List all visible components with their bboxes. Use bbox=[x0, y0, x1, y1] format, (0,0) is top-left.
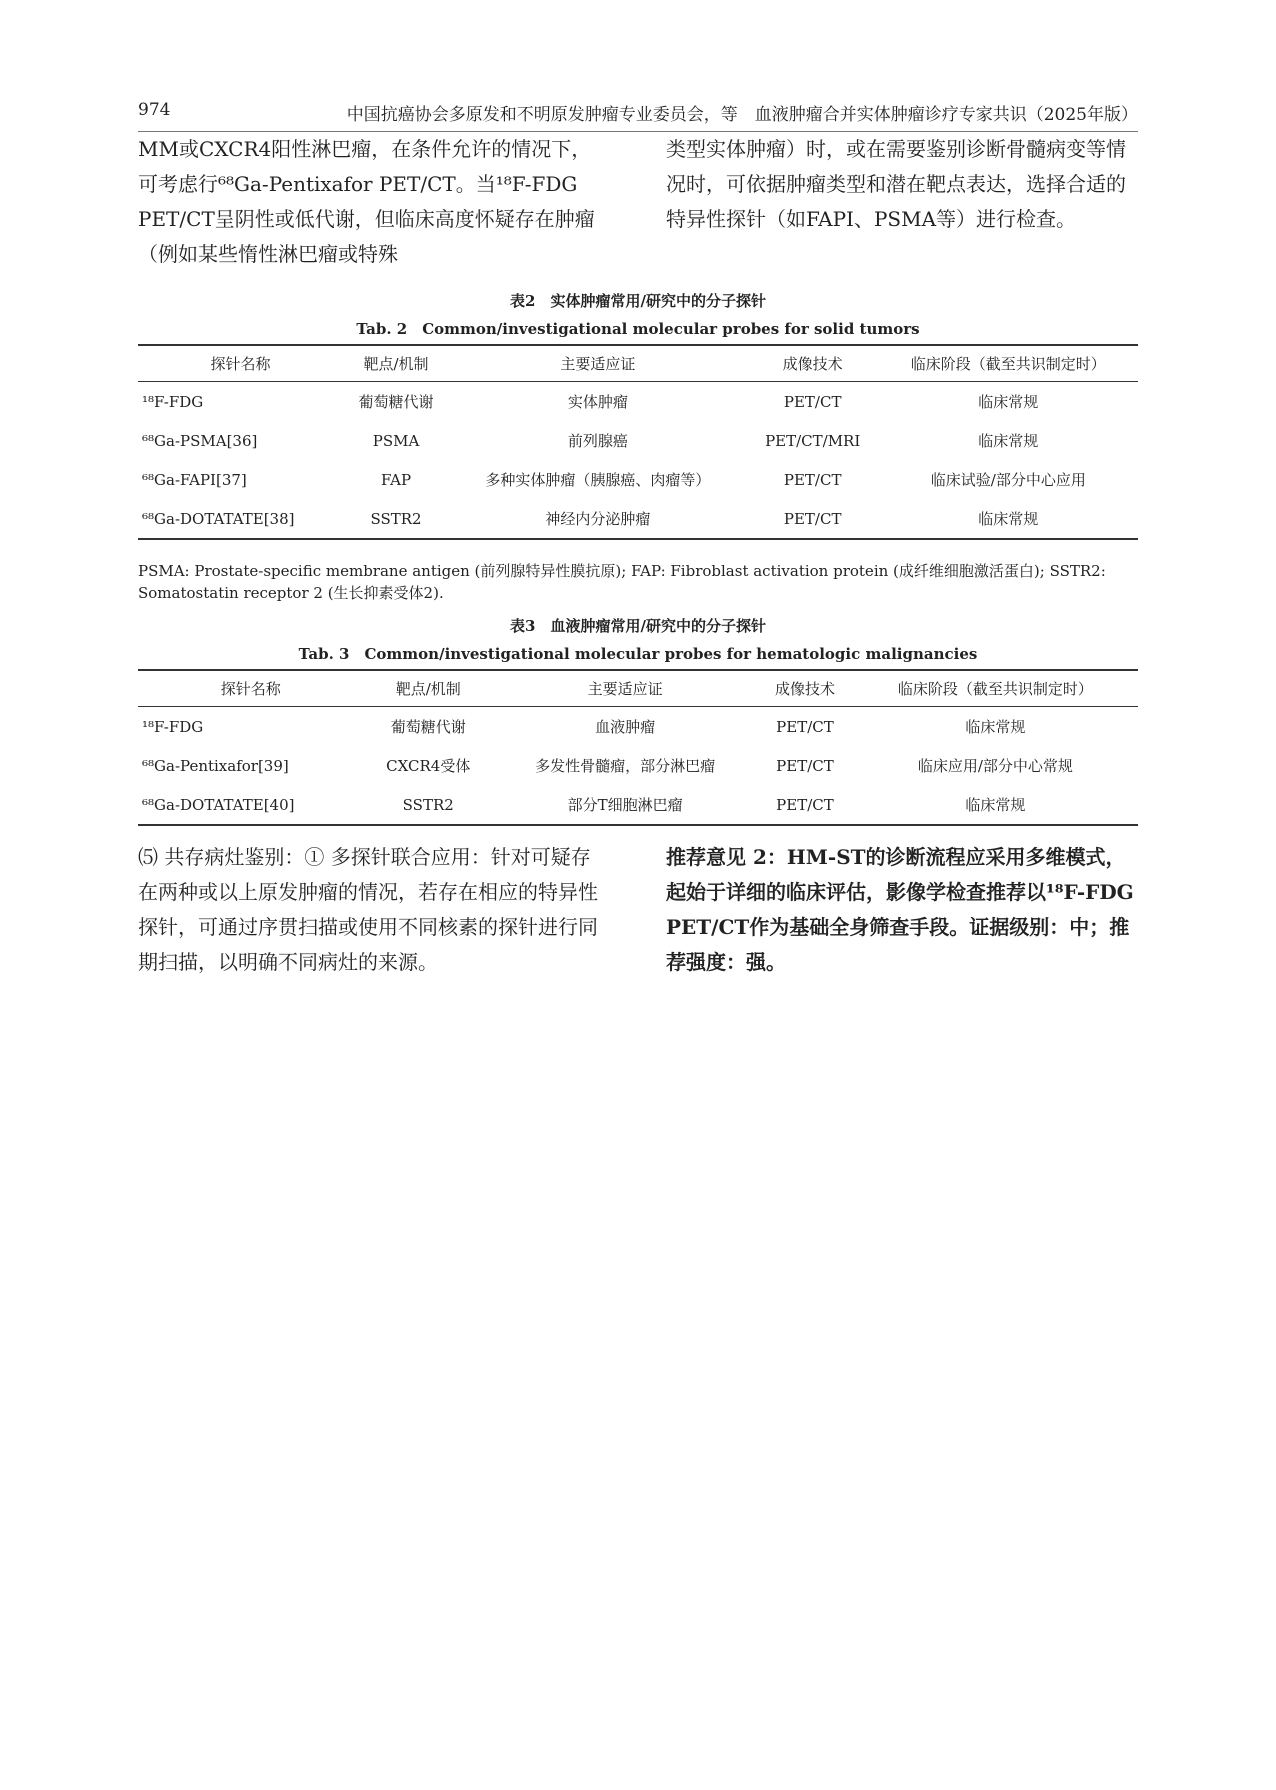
table-cell: FAP bbox=[381, 470, 412, 489]
bottom-right-text: 推荐意见 2：HM-ST的诊断流程应采用多维模式，起始于详细的临床评估，影像学检查推荐以¹⁸F-FDG PET/CT作为基础全身筛查手段。证据级别：中；推荐强度：强。 bbox=[666, 845, 1134, 974]
top-left-text: MM或CXCR4阳性淋巴瘤，在条件允许的情况下，可考虑行⁶⁸Ga-Pentixafor PET/CT。当¹⁸F-FDG PET/CT呈阴性或低代谢，但临床高度怀疑存在肿瘤（例如某些惰性淋巴瘤或特殊 bbox=[138, 137, 595, 266]
table-cell: ⁶⁸Ga-PSMA[36] bbox=[142, 431, 258, 450]
table2 bbox=[138, 344, 1138, 540]
bottom-columns bbox=[138, 840, 1138, 980]
column-header: 临床阶段（截至共识制定时） bbox=[853, 670, 1138, 707]
table-cell: ⁶⁸Ga-DOTATATE[40] bbox=[142, 795, 295, 814]
top-right-text: 类型实体肿瘤）时，或在需要鉴别诊断骨髓病变等情况时，可依据肿瘤类型和潜在靶点表达，选择合适的特异性探针（如FAPI、PSMA等）进行检查。 bbox=[666, 137, 1126, 231]
table-cell: 多种实体肿瘤（胰腺癌、肉瘤等） bbox=[485, 471, 711, 489]
table-cell: 多发性骨髓瘤，部分淋巴瘤 bbox=[535, 757, 716, 775]
table-cell: 葡萄糖代谢 bbox=[358, 393, 434, 411]
table-cell: 血液肿瘤 bbox=[595, 718, 656, 736]
column-header: 临床阶段（截至共识制定时） bbox=[879, 345, 1138, 382]
column-header: 主要适应证 bbox=[493, 670, 757, 707]
column-header: 探针名称 bbox=[138, 345, 343, 382]
table-cell: 临床常规 bbox=[978, 432, 1039, 450]
table2-caption-cn: 表2 实体肿瘤常用/研究中的分子探针 bbox=[510, 292, 766, 310]
table-cell: ⁶⁸Ga-DOTATATE[38] bbox=[142, 509, 295, 528]
column-header: 探针名称 bbox=[138, 670, 363, 707]
table-cell: 实体肿瘤 bbox=[567, 393, 628, 411]
table-cell: PET/CT bbox=[776, 756, 834, 775]
table2-note: PSMA: Prostate-specific membrane antigen (前列腺特异性膜抗原); FAP: Fibroblast activation protein (成纤维细胞激活蛋白); SSTR2: Somatostatin receptor 2 (生长抑素受体2). bbox=[138, 562, 1106, 602]
table3-body bbox=[138, 707, 1138, 826]
column-header: 成像技术 bbox=[757, 670, 853, 707]
table-cell: PET/CT bbox=[783, 392, 842, 411]
table-cell: 葡萄糖代谢 bbox=[390, 718, 466, 736]
column-header: 主要适应证 bbox=[449, 345, 747, 382]
running-header bbox=[138, 100, 1138, 132]
table-cell: ⁶⁸Ga-FAPI[37] bbox=[142, 470, 247, 489]
table-cell: ¹⁸F-FDG bbox=[142, 717, 204, 736]
table-cell: 临床试验/部分中心应用 bbox=[930, 471, 1086, 489]
table3 bbox=[138, 669, 1138, 826]
column-header: 靶点/机制 bbox=[343, 345, 449, 382]
table-cell: 临床常规 bbox=[978, 393, 1039, 411]
table-cell: PET/CT bbox=[776, 795, 834, 814]
table-cell: 临床常规 bbox=[965, 796, 1026, 814]
table3-header bbox=[138, 670, 1138, 707]
table-cell: PSMA bbox=[372, 431, 420, 450]
table2-header bbox=[138, 345, 1138, 382]
table-cell: SSTR2 bbox=[370, 509, 422, 528]
table-cell: PET/CT bbox=[783, 509, 842, 528]
running-title: 中国抗癌协会多原发和不明原发肿瘤专业委员会，等 血液肿瘤合并实体肿瘤诊疗专家共识（2025年版） bbox=[346, 105, 1138, 125]
table-cell: 临床常规 bbox=[978, 510, 1039, 528]
table-row bbox=[138, 460, 1138, 499]
table-cell: 前列腺癌 bbox=[567, 432, 628, 450]
table-cell: SSTR2 bbox=[402, 795, 454, 814]
table-cell: ⁶⁸Ga-Pentixafor[39] bbox=[142, 756, 289, 775]
table-row bbox=[138, 421, 1138, 460]
table-cell: 临床常规 bbox=[965, 718, 1026, 736]
table-cell: 部分T细胞淋巴瘤 bbox=[567, 796, 683, 814]
table-row bbox=[138, 499, 1138, 539]
column-header: 成像技术 bbox=[747, 345, 879, 382]
table2-caption-en: Tab. 2 Common/investigational molecular probes for solid tumors bbox=[356, 320, 920, 338]
column-header: 靶点/机制 bbox=[363, 670, 493, 707]
table-row bbox=[138, 746, 1138, 785]
table-cell: 神经内分泌肿瘤 bbox=[545, 510, 651, 528]
table-cell: PET/CT bbox=[776, 717, 834, 736]
table-row bbox=[138, 707, 1138, 747]
table3-caption-cn: 表3 血液肿瘤常用/研究中的分子探针 bbox=[510, 617, 766, 635]
table-cell: ¹⁸F-FDG bbox=[142, 392, 204, 411]
table-cell: CXCR4受体 bbox=[386, 757, 471, 775]
page-number: 974 bbox=[138, 100, 171, 120]
table3-caption-en: Tab. 3 Common/investigational molecular probes for hematologic malignancies bbox=[298, 645, 978, 663]
top-columns bbox=[138, 132, 1138, 272]
table-cell: PET/CT/MRI bbox=[765, 431, 861, 450]
table-row bbox=[138, 382, 1138, 422]
table-cell: PET/CT bbox=[783, 470, 842, 489]
bottom-left-text: ⑸ 共存病灶鉴别：① 多探针联合应用：针对可疑存在两种或以上原发肿瘤的情况，若存在相应的特异性探针，可通过序贯扫描或使用不同核素的探针进行同期扫描，以明确不同病灶的来源。 bbox=[138, 845, 598, 974]
table-row bbox=[138, 785, 1138, 825]
table2-body bbox=[138, 382, 1138, 540]
table-cell: 临床应用/部分中心常规 bbox=[917, 757, 1073, 775]
